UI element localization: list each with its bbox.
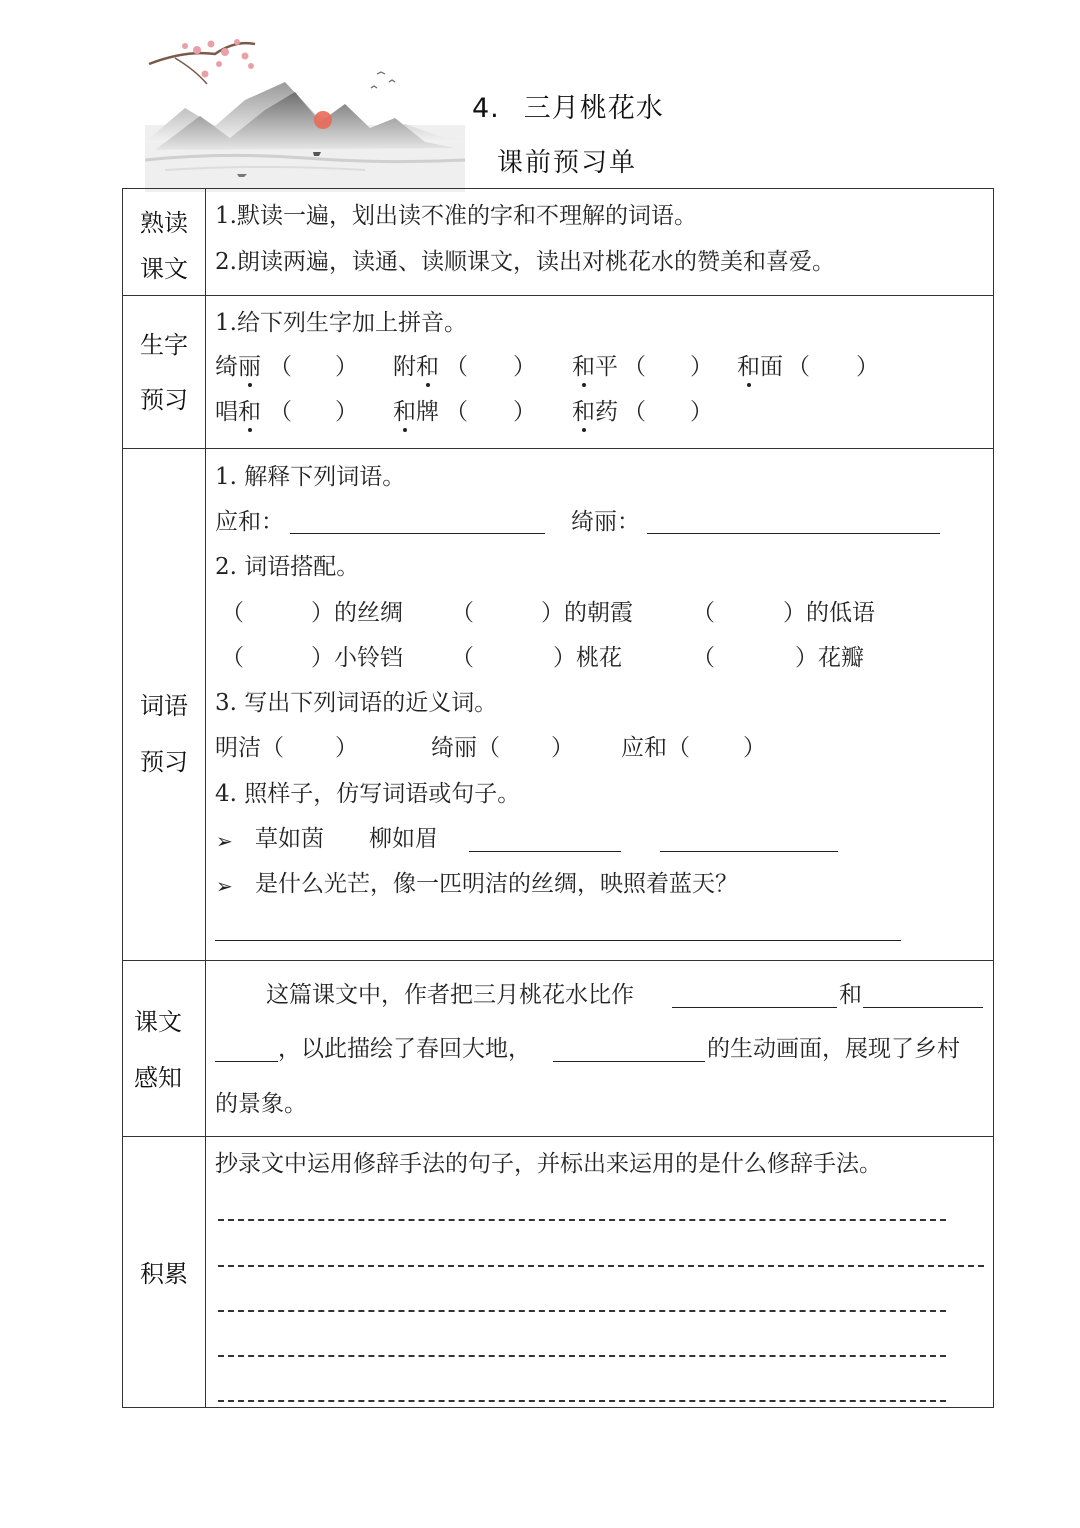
answer-line (647, 533, 940, 534)
comprehension-text: 的景象。 (215, 1091, 307, 1117)
vocab-question-4: 4. 照样子，仿写词语或句子。 (215, 781, 521, 807)
pinyin-item: 附和 (393, 354, 439, 380)
answer-line (215, 1061, 278, 1062)
paren-close: ） (335, 399, 358, 425)
collocation-item: ）花瓣 (795, 645, 864, 671)
paren-open: （ (451, 600, 474, 626)
row-divider (123, 295, 993, 296)
writing-line (218, 1219, 946, 1221)
pinyin-item: 和药 (572, 399, 618, 425)
paren-open: （ (445, 354, 468, 380)
landscape-illustration (145, 30, 465, 192)
paren-open: （ (221, 600, 244, 626)
row-divider (123, 1136, 993, 1137)
paren-open: （ (623, 354, 646, 380)
paren-open: （ (451, 645, 474, 671)
lesson-name: 三月桃花水 (523, 93, 664, 124)
row-divider (123, 960, 993, 961)
paren-close: ） (690, 399, 713, 425)
pinyin-item: 绮丽 (215, 354, 261, 380)
paren-open: （ (692, 600, 715, 626)
collocation-item: ）的丝绸 (311, 600, 403, 626)
vocab-word-label: 应和： (215, 509, 284, 535)
paren-open: （ (269, 399, 292, 425)
collocation-item: ）小铃铛 (311, 645, 403, 671)
example-sentence: 是什么光芒，像一匹明洁的丝绸，映照着蓝天？ (255, 871, 738, 897)
writing-line (218, 1310, 946, 1312)
pinyin-item: 和牌 (393, 399, 439, 425)
bullet-arrow-icon: ➢ (216, 829, 233, 853)
reading-task-2: 2.朗读两遍，读通、读顺课文，读出对桃花水的赞美和喜爱。 (215, 249, 835, 275)
collocation-item: ）的低语 (783, 600, 875, 626)
writing-line (218, 1355, 946, 1357)
lesson-title (472, 86, 664, 125)
answer-line (215, 940, 901, 941)
example-word: 柳如眉 (369, 826, 438, 852)
paren-open: （ (269, 354, 292, 380)
paren-open: （ (692, 645, 715, 671)
synonym-item: 绮丽（ (431, 735, 500, 761)
collocation-item: ）的朝霞 (541, 600, 633, 626)
paren-close: ） (856, 354, 879, 380)
paren-close: ） (335, 735, 358, 761)
pinyin-item: 唱和 (215, 399, 261, 425)
worksheet-table: 熟读 课文 1.默读一遍，划出读不准的字和不理解的词语。 2.朗读两遍，读通、读顺课文，读出对桃花水的赞美和喜爱。 生字 预习 1.给下列生字加上拼音。 绮丽 （ ） 附和 （ ） 和平 （ ） 和面 （ ） 唱和 （ ） 和牌 （ ） 和药 （ ） 词语 预习 1. 解释下列词语。 应和： 绮丽： 2. 词语搭配。 （ ）的丝绸 （ ）的朝霞 （ ）的低语 （ ）小铃铛 （ ）桃花 （ ）花瓣 3. 写出下列词语的近义词。 明洁（ ） 绮丽（ ） 应和（ ） 4. 照样子，仿写词语或句子。 ➢ 草如茵 柳如眉 ➢ 是什么光芒，像一匹明洁的丝绸，映照着蓝天？ 课文 感知 这篇课文中，作者把三月桃花水比作 和 ，以此描绘了春回大地， 的生动画面，展现了乡村 的景象。 积累 抄录文中运用修辞手法的句子，并标出来运用的是什么修辞手法。 (122, 188, 994, 1408)
vocab-question-2: 2. 词语搭配。 (215, 554, 360, 580)
paren-close: ） (335, 354, 358, 380)
accumulation-instruction: 抄录文中运用修辞手法的句子，并标出来运用的是什么修辞手法。 (215, 1151, 882, 1177)
reading-task-1: 1.默读一遍，划出读不准的字和不理解的词语。 (215, 203, 697, 229)
characters-instruction: 1.给下列生字加上拼音。 (215, 310, 467, 336)
bullet-arrow-icon: ➢ (216, 874, 233, 898)
paren-close: ） (690, 354, 713, 380)
writing-line (218, 1265, 984, 1267)
collocation-item: ）桃花 (553, 645, 622, 671)
column-divider (205, 189, 206, 1407)
answer-line (469, 851, 621, 852)
vocab-word-label: 绮丽： (571, 509, 640, 535)
synonym-item: 应和（ (621, 735, 690, 761)
comprehension-text: ，以此描绘了春回大地， (278, 1036, 531, 1062)
paren-close: ） (551, 735, 574, 761)
writing-line (218, 1400, 946, 1402)
paren-open: （ (221, 645, 244, 671)
paren-open: （ (445, 399, 468, 425)
paren-open: （ (787, 354, 810, 380)
row-divider (123, 448, 993, 449)
paren-open: （ (623, 399, 646, 425)
synonym-item: 明洁（ (215, 735, 284, 761)
lesson-number: 4. (472, 93, 500, 124)
comprehension-text: 和 (839, 982, 862, 1008)
pinyin-item: 和面 (737, 354, 783, 380)
answer-line (290, 533, 545, 534)
vocab-question-3: 3. 写出下列词语的近义词。 (215, 690, 498, 716)
answer-line (863, 1007, 983, 1008)
worksheet-subtitle: 课前预习单 (497, 148, 638, 178)
vocab-question-1: 1. 解释下列词语。 (215, 464, 406, 490)
answer-line (553, 1061, 705, 1062)
answer-line (672, 1007, 837, 1008)
pinyin-item: 和平 (572, 354, 618, 380)
example-word: 草如茵 (255, 826, 324, 852)
paren-close: ） (513, 354, 536, 380)
paren-close: ） (743, 735, 766, 761)
answer-line (660, 851, 838, 852)
paren-close: ） (513, 399, 536, 425)
comprehension-text: 的生动画面，展现了乡村 (707, 1036, 960, 1062)
comprehension-text: 这篇课文中，作者把三月桃花水比作 (266, 982, 634, 1008)
